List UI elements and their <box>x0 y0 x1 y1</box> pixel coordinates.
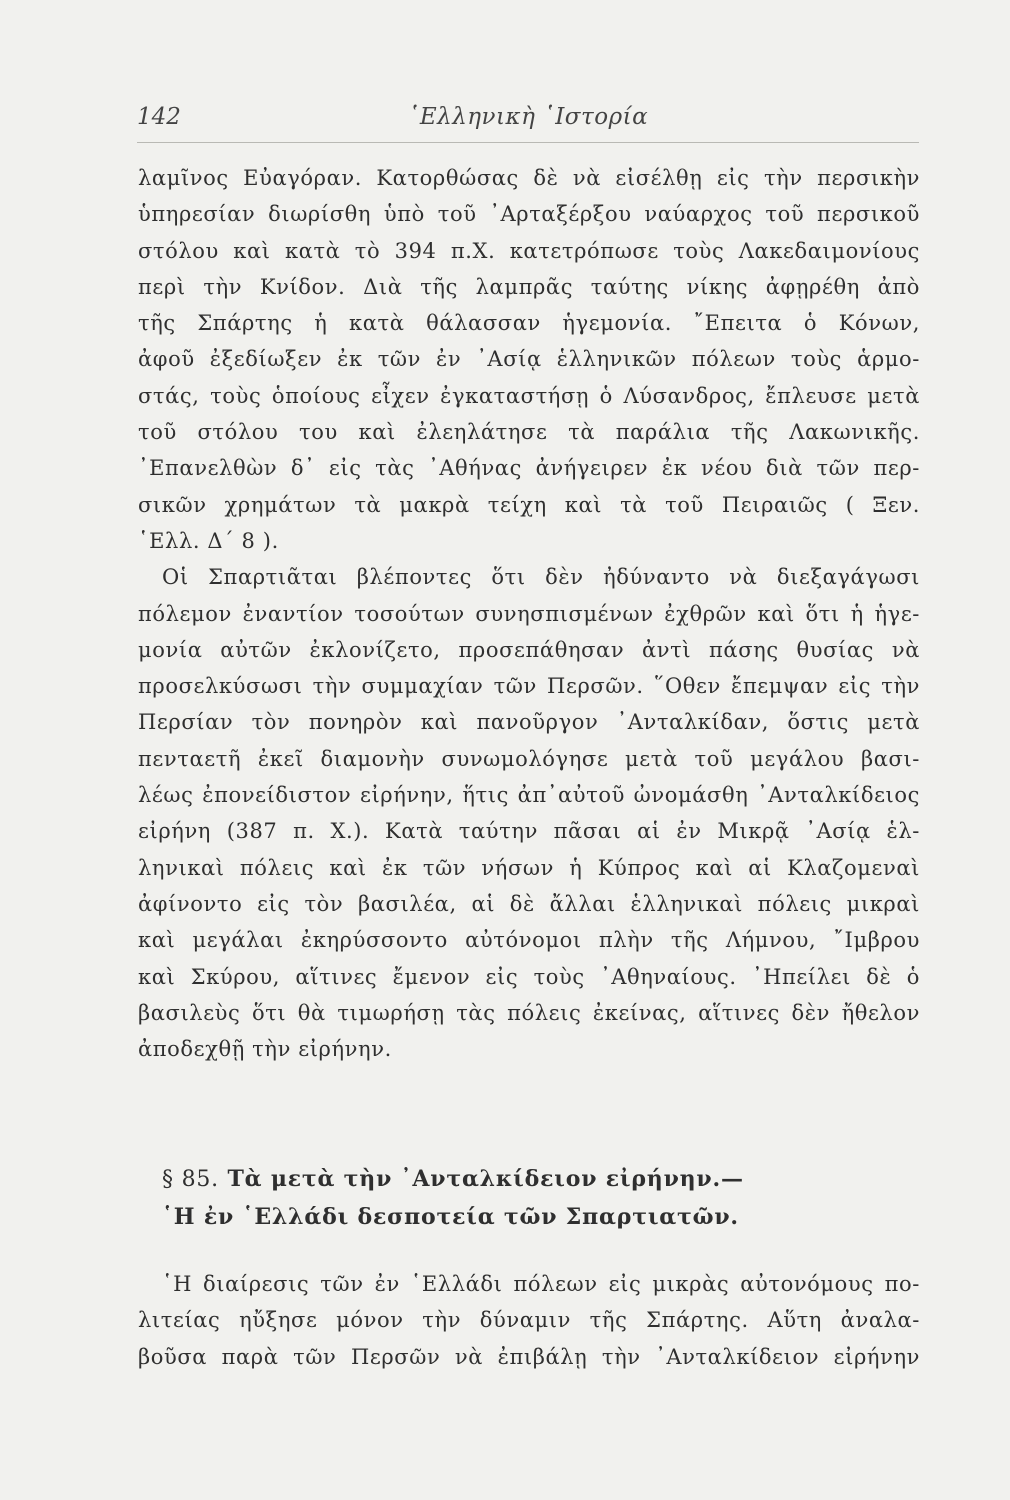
text-line: βοῦσα παρὰ τῶν Περσῶν νὰ ἐπιβάλῃ τὴν ᾿Ανταλκίδειον εἰρήνην <box>138 1344 920 1369</box>
section-heading <box>138 1160 920 1236</box>
text-line: τοῦ στόλου του καὶ ἐλεηλάτησε τὰ παράλια τῆς Λακωνικῆς. <box>138 420 920 445</box>
section-number: § 85. <box>162 1167 219 1192</box>
text-line: προσελκύσωσι τὴν συμμαχίαν τῶν Περσῶν. ῞Οθεν ἔπεμψαν εἰς τὴν <box>138 674 920 699</box>
text-line: καὶ μεγάλαι ἐκηρύσσοντο αὐτόνομοι πλὴν τῆς Λήμνου, ῎Ιμβρου <box>138 928 920 953</box>
text-line: πόλεμον ἐναντίον τοσούτων συνησπισμένων ἐχθρῶν καὶ ὅτι ἡ ἡγε- <box>138 601 920 626</box>
text-line: βασιλεὺς ὅτι θὰ τιμωρήσῃ τὰς πόλεις ἐκείνας, αἵτινες δὲν ἤθελον <box>138 1000 920 1025</box>
section-title-line <box>138 1160 920 1198</box>
text-line: ἀφίνοντο εἰς τὸν βασιλέα, αἱ δὲ ἄλλαι ἑλληνικαὶ πόλεις μικραὶ <box>138 891 920 916</box>
text-line: τῆς Σπάρτης ἡ κατὰ θάλασσαν ἡγεμονία. ῎Επειτα ὁ Κόνων, <box>138 311 920 336</box>
text-line: Περσίαν τὸν πονηρὸν καὶ πανοῦργον ᾿Ανταλκίδαν, ὅστις μετὰ <box>138 710 920 735</box>
text-line: λιτείας ηὔξησε μόνον τὴν δύναμιν τῆς Σπάρτης. Αὕτη ἀναλα- <box>138 1308 920 1333</box>
running-title: ῾Ελληνικὴ ῾Ιστορία <box>407 104 649 130</box>
text-line: ῾Ελλ. Δ΄ 8 ). <box>138 528 279 553</box>
section-subtitle: ῾Η ἐν ῾Ελλάδι δεσποτεία τῶν Σπαρτιατῶν. <box>162 1204 739 1230</box>
text-line: μονία αὐτῶν ἐκλονίζετο, προσεπάθησαν ἀντὶ πάσης θυσίας νὰ <box>138 637 920 662</box>
text-line: εἰρήνη (387 π. Χ.). Κατὰ ταύτην πᾶσαι αἱ ἐν Μικρᾷ ᾿Ασίᾳ ἑλ- <box>138 819 920 844</box>
text-line: σικῶν χρημάτων τὰ μακρὰ τείχη καὶ τὰ τοῦ Πειραιῶς ( Ξεν. <box>138 492 920 517</box>
text-line: ληνικαὶ πόλεις καὶ ἐκ τῶν νήσων ἡ Κύπρος καὶ αἱ Κλαζομεναὶ <box>138 855 920 880</box>
text-line: Οἱ Σπαρτιᾶται βλέποντες ὅτι δὲν ἠδύναντο νὰ διεξαγάγωσι <box>162 565 920 590</box>
text-line: καὶ Σκύρου, αἵτινες ἔμενον εἰς τοὺς ᾿Αθηναίους. ᾿Ηπείλει δὲ ὁ <box>138 964 920 989</box>
section-title: Τὰ μετὰ τὴν ᾿Ανταλκίδειον εἰρήνην.— <box>227 1166 744 1192</box>
running-header <box>137 102 919 143</box>
text-line: λέως ἐπονείδιστον εἰρήνην, ἥτις ἀπ᾿αὐτοῦ ὠνομάσθη ᾿Ανταλκίδειος <box>138 783 920 808</box>
text-line: λαμῖνος Εὐαγόραν. Κατορθώσας δὲ νὰ εἰσέλθῃ εἰς τὴν περσικὴν <box>138 166 920 190</box>
text-line: ἀφοῦ ἐξεδίωξεν ἐκ τῶν ἐν ᾿Ασίᾳ ἑλληνικῶν πόλεων τοὺς ἁρμο- <box>138 347 920 372</box>
text-line: περὶ τὴν Κνίδον. Διὰ τῆς λαμπρᾶς ταύτης νίκης ἀφῃρέθη ἀπὸ <box>138 274 920 299</box>
section-text <box>138 1266 920 1375</box>
main-text <box>138 160 920 1067</box>
page-number: 142 <box>137 104 181 130</box>
text-line: στάς, τοὺς ὁποίους εἶχεν ἐγκαταστήσῃ ὁ Λύσανδρος, ἔπλευσε μετὰ <box>138 383 920 408</box>
text-line: ὑπηρεσίαν διωρίσθη ὑπὸ τοῦ ᾿Αρταξέρξου ναύαρχος τοῦ περσικοῦ <box>138 202 920 227</box>
text-line: ῾Η διαίρεσις τῶν ἐν ῾Ελλάδι πόλεων εἰς μικρὰς αὐτονόμους πο- <box>162 1272 920 1296</box>
text-line: ᾿Επανελθὼν δ᾿ εἰς τὰς ᾿Αθήνας ἀνήγειρεν ἐκ νέου διὰ τῶν περ- <box>138 456 920 481</box>
text-line: ἀποδεχθῇ τὴν εἰρήνην. <box>138 1037 392 1062</box>
text-line: πενταετῆ ἐκεῖ διαμονὴν συνωμολόγησε μετὰ τοῦ μεγάλου βασι- <box>138 746 920 771</box>
text-line: στόλου καὶ κατὰ τὸ 394 π.Χ. κατετρόπωσε τοὺς Λακεδαιμονίους <box>138 238 920 263</box>
section-title-line <box>138 1198 920 1236</box>
